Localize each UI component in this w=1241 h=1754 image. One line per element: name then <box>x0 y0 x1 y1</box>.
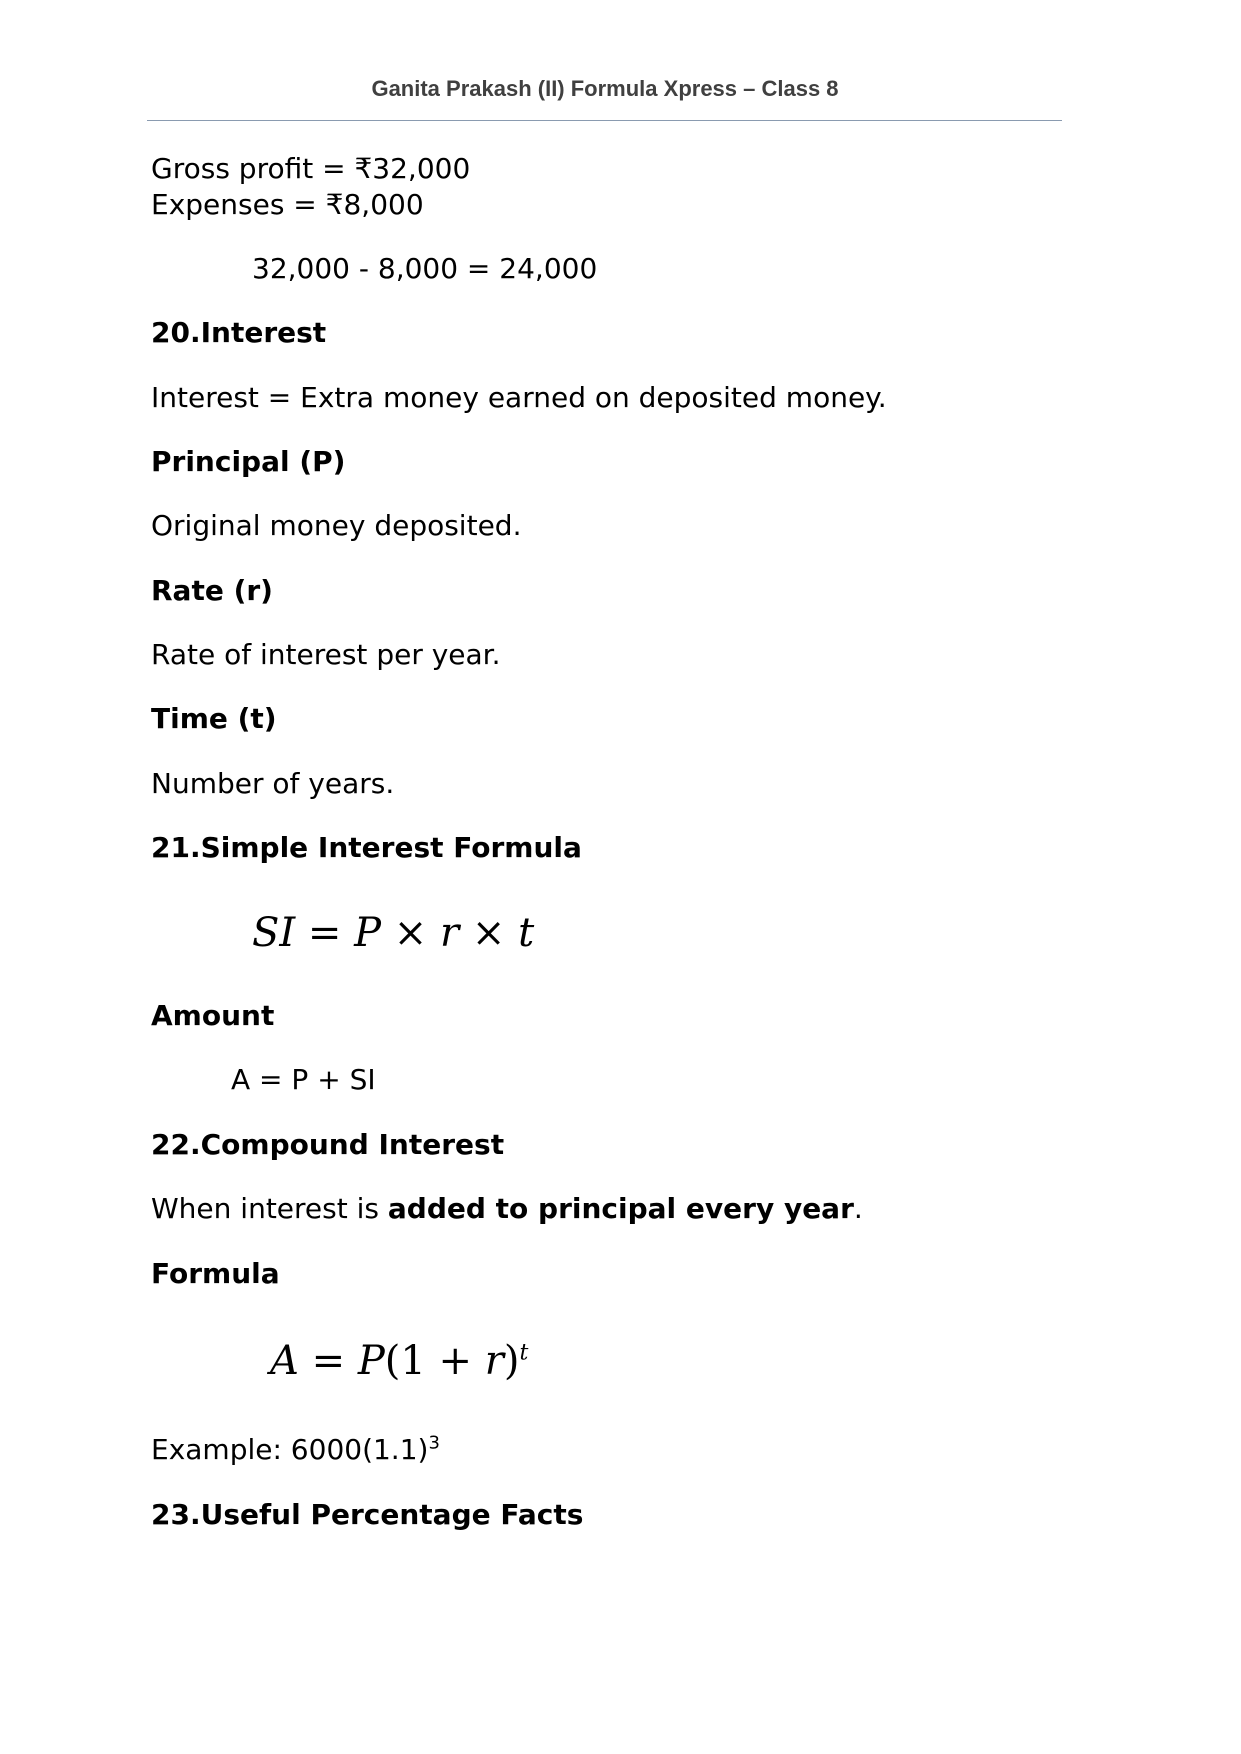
rate-heading: Rate (r) <box>151 574 273 607</box>
si-lhs: SI <box>252 910 296 956</box>
interest-heading: 20.Interest <box>151 316 327 349</box>
ci-principal: P <box>357 1338 385 1384</box>
percentage-facts-heading: 23.Useful Percentage Facts <box>151 1498 584 1531</box>
header-divider <box>147 120 1062 121</box>
amount-heading: Amount <box>151 999 275 1032</box>
ci-one: 1 <box>400 1338 426 1384</box>
ci-plus: + <box>438 1338 473 1384</box>
principal-definition: Original money deposited. <box>151 509 522 542</box>
ci-def-prefix: When interest is <box>151 1192 388 1225</box>
ci-close-paren: ) <box>503 1338 520 1384</box>
rate-definition: Rate of interest per year. <box>151 638 501 671</box>
simple-interest-heading: 21.Simple Interest Formula <box>151 831 582 864</box>
si-rate: r <box>440 910 460 956</box>
compound-interest-heading: 22.Compound Interest <box>151 1128 505 1161</box>
si-principal: P <box>354 910 382 956</box>
formula-heading: Formula <box>151 1257 280 1290</box>
expenses-line: Expenses = ₹8,000 <box>151 188 424 221</box>
example-base: Example: 6000(1.1) <box>151 1433 429 1466</box>
ci-exponent: t <box>519 1340 529 1366</box>
si-equals: = <box>307 910 342 956</box>
si-times-2: × <box>471 910 506 956</box>
compound-interest-definition <box>151 1191 863 1227</box>
ci-equals: = <box>311 1338 346 1384</box>
simple-interest-formula <box>252 910 534 956</box>
time-definition: Number of years. <box>151 767 395 800</box>
amount-formula: A = P + SI <box>231 1063 376 1096</box>
gross-profit-line: Gross profit = ₹32,000 <box>151 152 471 185</box>
ci-rate: r <box>484 1338 504 1384</box>
ci-def-bold: added to principal every year <box>387 1192 854 1225</box>
si-times-1: × <box>393 910 428 956</box>
ci-lhs: A <box>270 1338 299 1384</box>
ci-open-paren: ( <box>384 1338 401 1384</box>
example-line <box>151 1432 440 1468</box>
page-header-title: Ganita Prakash (II) Formula Xpress – Class 8 <box>371 76 839 101</box>
interest-definition: Interest = Extra money earned on deposited money. <box>151 381 887 414</box>
si-time: t <box>518 910 535 956</box>
compound-interest-formula <box>270 1338 528 1384</box>
example-exponent: 3 <box>428 1432 440 1454</box>
principal-heading: Principal (P) <box>151 445 346 478</box>
calculation-line: 32,000 - 8,000 = 24,000 <box>252 252 598 285</box>
ci-def-suffix: . <box>853 1192 863 1225</box>
time-heading: Time (t) <box>151 702 277 735</box>
